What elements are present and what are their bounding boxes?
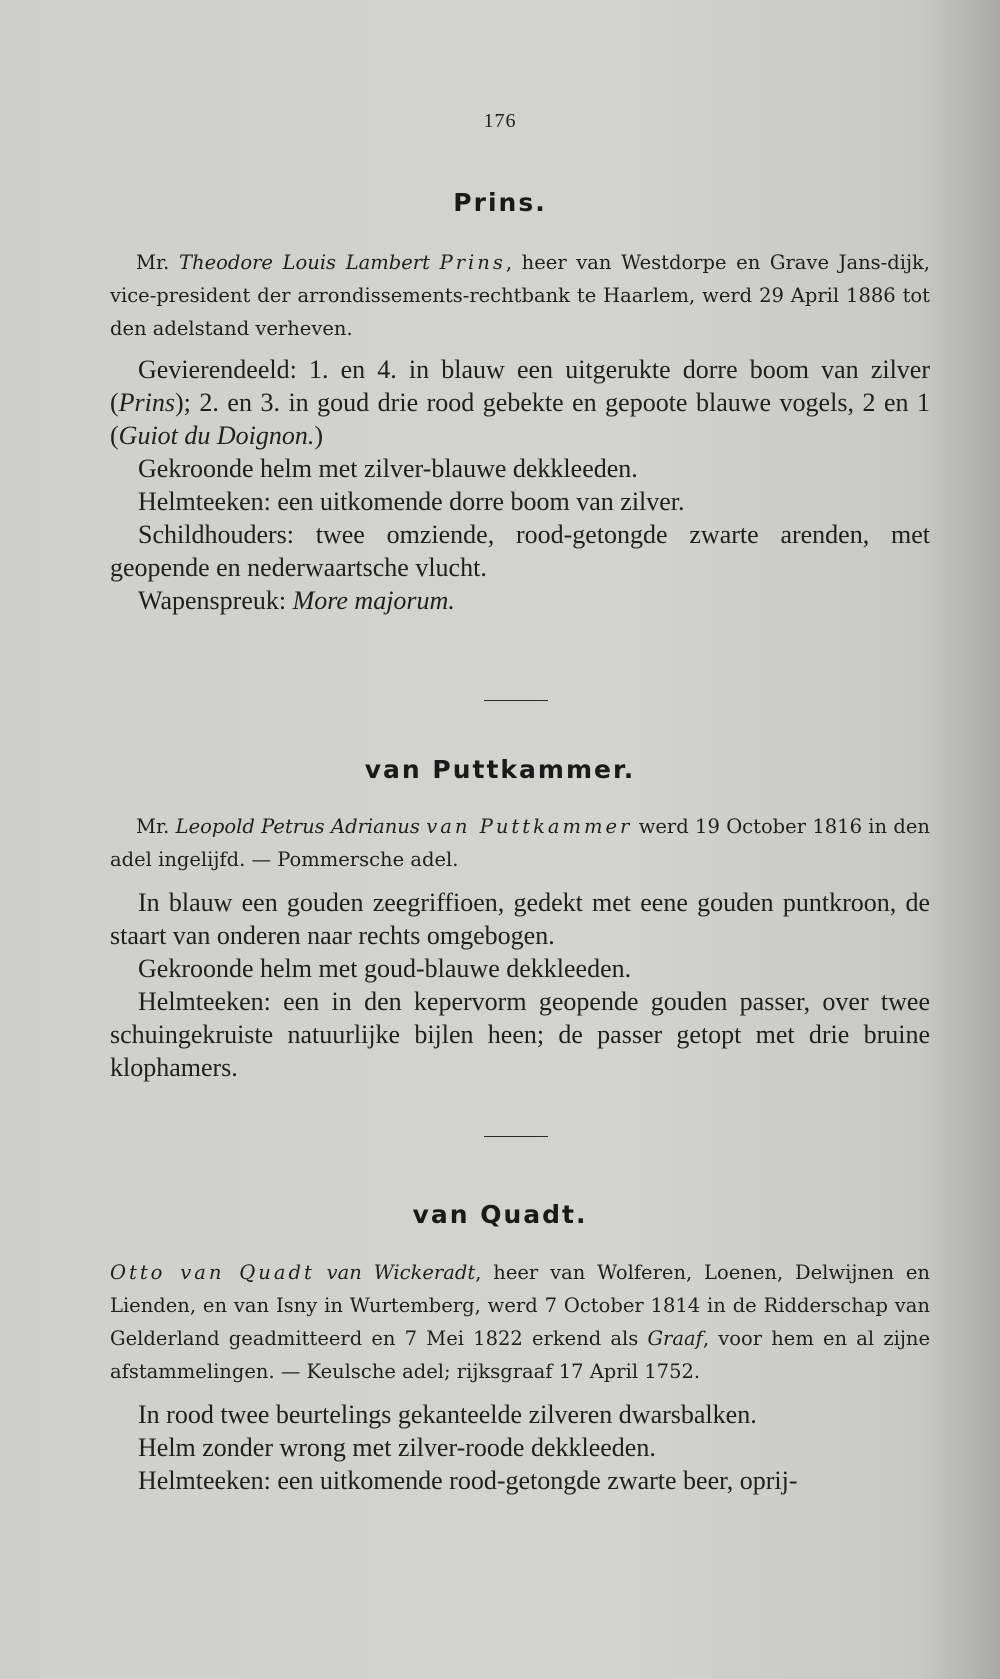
section-quadt xyxy=(110,1256,930,1497)
section-heading-prins: Prins. xyxy=(453,188,547,217)
intro-text: , heer van Westdorpe en Grave Jans-dijk, vice-president der arrondissements-rechtbank te Haarlem, werd 29 April 1886 tot den adelstand verheven. xyxy=(110,251,931,340)
person-name: Theodore Louis Lambert xyxy=(179,251,440,274)
section-puttkammer xyxy=(110,810,930,1084)
blazon-text-b: ); 2. en 3. in goud drie rood gebekte en gepoote blauwe vogels, 2 en 1 ( xyxy=(110,388,930,450)
section-divider xyxy=(484,700,548,701)
helmet-paragraph: Gekroonde helm met goud-blauwe dekkleeden. xyxy=(138,954,632,983)
section-divider xyxy=(484,1136,548,1137)
blazon-ref-b: Guiot du Doignon. xyxy=(118,421,315,450)
intro-prefix: Mr. xyxy=(136,815,176,838)
blazon-paragraph: In blauw een gouden zeegriffioen, gedekt met eene gouden puntkroon, de staart van onderen naar rechts omgebogen. xyxy=(110,888,930,950)
person-name: Leopold Petrus Adrianus xyxy=(175,815,427,838)
motto-text: More majorum. xyxy=(292,586,455,615)
helmet-paragraph: Gekroonde helm met zilver-blauwe dekkleeden. xyxy=(138,454,638,483)
intro-paragraph xyxy=(110,1256,930,1388)
blazon-text-a: Gevierendeeld: 1. en 4. in blauw een uitgerukte dorre boom van zilver ( xyxy=(110,355,930,417)
person-name: van Wickeradt xyxy=(314,1261,476,1284)
blazon-ref-a: Prins xyxy=(118,388,176,417)
title-graaf: Graaf xyxy=(647,1327,703,1350)
motto-paragraph xyxy=(110,584,930,617)
supporters-paragraph: Schildhouders: twee omziende, rood-getongde zwarte arenden, met geopende en nederwaartsche vlucht. xyxy=(110,520,930,582)
section-heading-quadt: van Quadt. xyxy=(412,1200,588,1229)
blazon-paragraph xyxy=(110,353,930,452)
intro-paragraph xyxy=(110,246,930,345)
crest-paragraph: Helmteeken: een in den kepervorm geopende gouden passer, over twee schuingekruiste natuurlijke bijlen heen; de passer getopt met drie bruine klophamers. xyxy=(110,987,930,1082)
family-name: Prins xyxy=(439,251,506,274)
section-heading-puttkammer: van Puttkammer. xyxy=(364,755,636,784)
intro-paragraph xyxy=(110,810,930,876)
intro-prefix: Mr. xyxy=(136,251,179,274)
intro-text-b: , voor hem en al zijne afstammelingen. — Keulsche adel; rijksgraaf 17 April 1752. xyxy=(110,1327,930,1383)
intro-text-a: , heer van Wolferen, Loenen, Delwijnen en Lienden, en van Isny in Wurtemberg, werd 7 October 1814 in de Ridderschap van Gelderland geadmitteerd en 7 Mei 1822 erkend als xyxy=(110,1261,930,1350)
family-name: Otto van Quadt xyxy=(110,1261,315,1284)
blazon-text-c: ) xyxy=(314,421,324,450)
page-number: 176 xyxy=(483,110,517,132)
crest-paragraph: Helmteeken: een uitkomende dorre boom van zilver. xyxy=(138,487,685,516)
intro-text: werd 19 October 1816 in den adel ingelijfd. — Pommersche adel. xyxy=(110,815,930,871)
section-prins xyxy=(110,246,930,617)
blazon-paragraph: In rood twee beurtelings gekanteelde zilveren dwarsbalken. xyxy=(138,1400,757,1429)
crest-paragraph: Helmteeken: een uitkomende rood-getongde zwarte beer, oprij- xyxy=(138,1466,798,1495)
motto-label: Wapenspreuk: xyxy=(138,586,293,615)
family-name: van Puttkammer xyxy=(426,815,633,838)
helmet-paragraph: Helm zonder wrong met zilver-roode dekkleeden. xyxy=(138,1433,656,1462)
